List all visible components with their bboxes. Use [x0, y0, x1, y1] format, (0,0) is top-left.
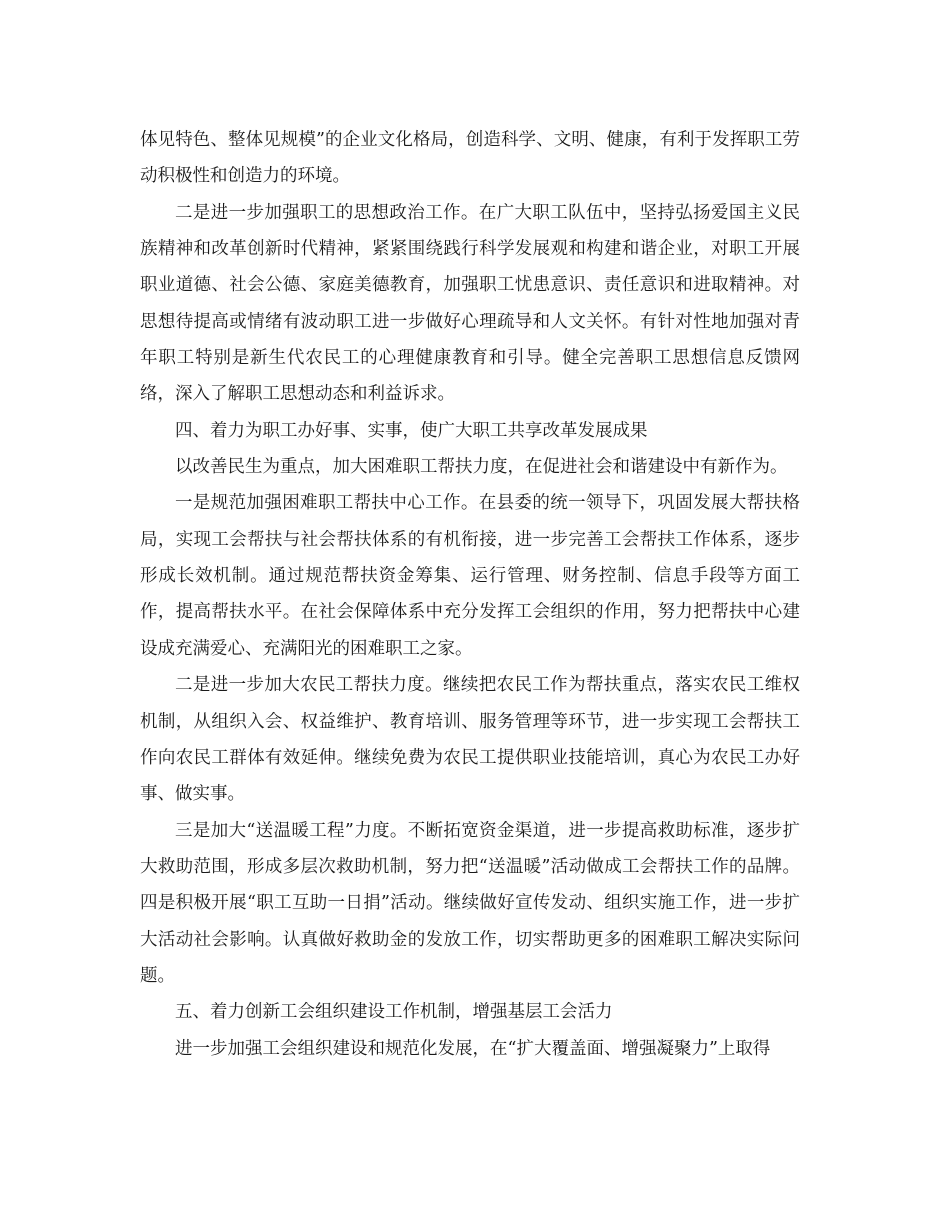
section-heading-4: 四、着力为职工办好事、实事，使广大职工共享改革发展成果	[175, 420, 648, 441]
paragraph-4: 一是规范加强困难职工帮扶中心工作。在县委的统一领导下，巩固发展大帮扶格局，实现工会帮扶与社会帮扶体系的有机衔接，进一步完善工会帮扶工作体系，逐步形成长效机制。通过规范帮扶资金筹集、运行管理、财务控制、信息手段等方面工作，提高帮扶水平。在社会保障体系中充分发挥工会组织的作用，努力把帮扶中心建设成充满爱心、充满阳光的困难职工之家。	[140, 493, 800, 659]
document-body	[140, 122, 800, 1067]
paragraph-2: 二是进一步加强职工的思想政治工作。在广大职工队伍中，坚持弘扬爱国主义民族精神和改革创新时代精神，紧紧围绕践行科学发展观和构建和谐企业，对职工开展职业道德、社会公德、家庭美德教育，加强职工忧患意识、责任意识和进取精神。对思想待提高或情绪有波动职工进一步做好心理疏导和人文关怀。有针对性地加强对青年职工特别是新生代农民工的心理健康教育和引导。健全完善职工思想信息反馈网络，深入了解职工思想动态和利益诉求。	[140, 202, 800, 405]
paragraph-3: 以改善民生为重点，加大困难职工帮扶力度，在促进社会和谐建设中有新作为。	[175, 457, 788, 478]
section-heading-5: 五、着力创新工会组织建设工作机制，增强基层工会活力	[175, 1002, 613, 1023]
paragraph-1: 体见特色、整体见规模”的企业文化格局，创造科学、文明、健康，有利于发挥职工劳动积极性和创造力的环境。	[140, 130, 800, 187]
paragraph-5: 二是进一步加大农民工帮扶力度。继续把农民工作为帮扶重点，落实农民工维权机制，从组织入会、权益维护、教育培训、服务管理等环节，进一步实现工会帮扶工作向农民工群体有效延伸。继续免费为农民工提供职业技能培训，真心为农民工办好事、做实事。	[140, 675, 800, 805]
paragraph-6: 三是加大“送温暖工程”力度。不断拓宽资金渠道，进一步提高救助标准，逐步扩大救助范围，形成多层次救助机制，努力把“送温暖”活动做成工会帮扶工作的品牌。四是积极开展“职工互助一日捐”活动。继续做好宣传发动、组织实施工作，进一步扩大活动社会影响。认真做好救助金的发放工作，切实帮助更多的困难职工解决实际问题。	[140, 820, 800, 986]
paragraph-7: 进一步加强工会组织建设和规范化发展，在“扩大覆盖面、增强凝聚力”上取得	[175, 1038, 771, 1059]
